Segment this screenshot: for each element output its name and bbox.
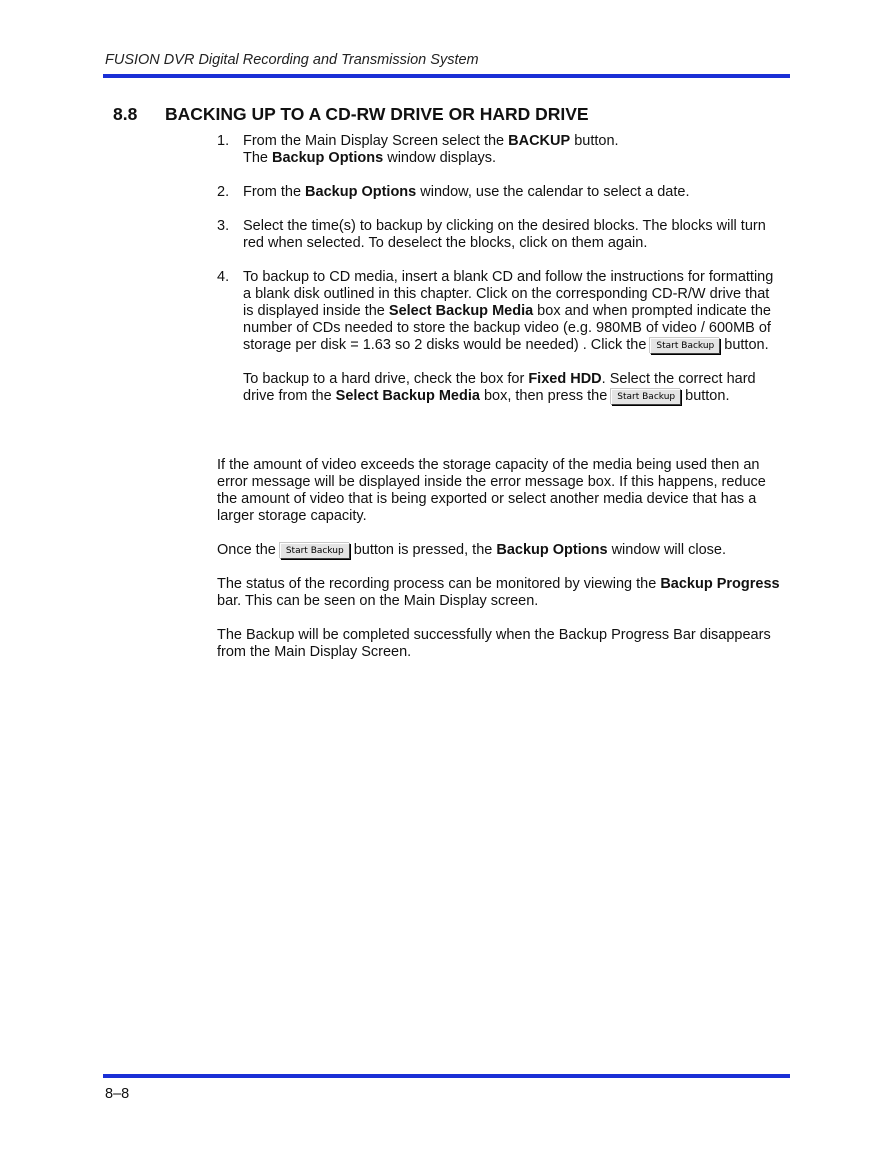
bold-term: Fixed HDD — [528, 371, 602, 387]
step-text: Select the time(s) to backup by clicking on the desired blocks. The blocks will turn red when selected. To deselect the blocks, click on them again. — [243, 218, 766, 251]
bold-term: Backup Options — [496, 542, 608, 558]
text: button. — [685, 388, 730, 404]
text: box and when prompted indicate the number of CDs needed to store the backup video (e.g. 980MB of video / 600MB of storage per disk = 1.63 so 2 disks would be needed) . Click the — [243, 303, 771, 353]
step-number: 3. — [217, 218, 230, 234]
step-number: 4. — [217, 269, 230, 285]
step-1 — [217, 133, 782, 167]
paragraph-status — [217, 576, 782, 610]
text: From the — [243, 184, 306, 200]
text: window, use the calendar to select a date. — [416, 184, 690, 200]
header-rule — [103, 74, 790, 78]
start-backup-button-image: Start Backup — [611, 389, 681, 405]
text: bar. This can be seen on the Main Display screen. — [217, 593, 539, 609]
step-number: 1. — [217, 133, 230, 149]
bold-term: Backup Options — [305, 184, 417, 200]
text: button. — [724, 337, 769, 353]
bold-term: BACKUP — [508, 133, 571, 149]
step-text — [243, 269, 782, 354]
footer-rule — [103, 1074, 790, 1078]
text: button. — [570, 133, 619, 149]
bold-term: Select Backup Media — [388, 303, 534, 319]
running-header: FUSION DVR Digital Recording and Transmission System — [105, 52, 479, 68]
bold-term: Select Backup Media — [335, 388, 480, 404]
text: To backup to CD media, insert a blank CD and follow the instructions for formatting a blank disk outlined in this chapter. Click on the corresponding CD-R/W drive that is displayed inside the — [243, 269, 774, 319]
text: window displays. — [383, 150, 497, 166]
step-2 — [217, 184, 782, 201]
spacer — [217, 422, 782, 457]
text: box, then press the — [479, 388, 608, 404]
text: button is pressed, the — [353, 542, 497, 558]
start-backup-button-image: Start Backup — [650, 338, 720, 354]
text: Once the — [217, 542, 276, 558]
step-text — [243, 133, 782, 167]
text: The — [243, 150, 273, 166]
page-number: 8–8 — [105, 1086, 130, 1102]
step-4 — [217, 269, 782, 405]
bold-term: Backup Options — [272, 150, 384, 166]
text: window will close. — [607, 542, 727, 558]
section-title: BACKING UP TO A CD-RW DRIVE OR HARD DRIVE — [165, 104, 589, 124]
steps-list — [217, 133, 782, 405]
step-text-hdd — [243, 371, 782, 405]
paragraph-once — [217, 542, 782, 559]
text: To backup to a hard drive, check the box for — [243, 371, 529, 387]
document-body — [217, 133, 782, 678]
start-backup-button-image: Start Backup — [280, 543, 350, 559]
text: The status of the recording process can be monitored by viewing the — [217, 576, 661, 592]
step-3 — [217, 218, 782, 252]
section-number: 8.8 — [113, 104, 138, 124]
paragraph-complete: The Backup will be completed successfully when the Backup Progress Bar disappears from the Main Display Screen. — [217, 627, 771, 660]
step-text — [243, 184, 782, 201]
text: From the Main Display Screen select the — [243, 133, 509, 149]
paragraph-storage: If the amount of video exceeds the storage capacity of the media being used then an error message will be displayed inside the error message box. If this happens, reduce the amount of video that is being exported or select another media device that has a larger storage capacity. — [217, 457, 766, 524]
step-number: 2. — [217, 184, 230, 200]
bold-term: Backup Progress — [660, 576, 780, 592]
section-heading — [113, 104, 589, 125]
text: . Select the correct hard drive from the — [243, 371, 756, 404]
